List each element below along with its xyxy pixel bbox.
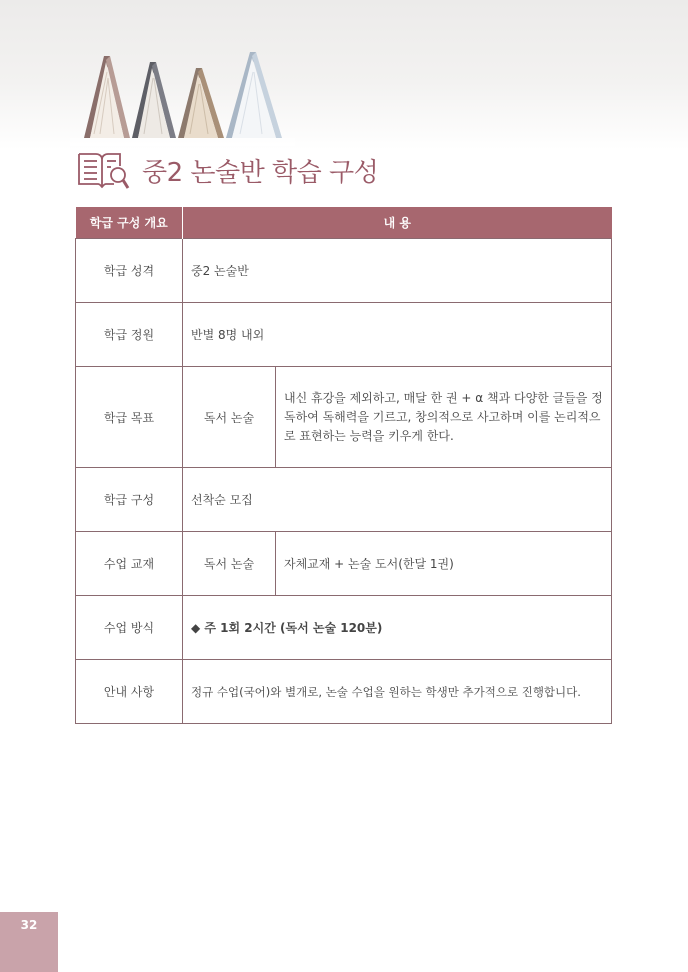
row-value: 내신 휴강을 제외하고, 매달 한 권 + α 책과 다양한 글들을 정독하여 독해력을 기르고, 창의적으로 사고하며 이를 논리적으로 표현하는 능력을 키우게 한다. [276, 367, 612, 468]
row-value: 정규 수업(국어)와 별개로, 논술 수업을 원하는 학생만 추가적으로 진행합니다. [183, 660, 612, 724]
row-label: 학급 목표 [76, 367, 183, 468]
table-row [76, 532, 612, 596]
row-label: 수업 방식 [76, 596, 183, 660]
row-label: 학급 구성 [76, 468, 183, 532]
table-row [76, 367, 612, 468]
table-row [76, 660, 612, 724]
row-sub-label: 독서 논술 [183, 532, 276, 596]
page-number: 32 [0, 912, 58, 972]
page-title-block [76, 148, 378, 192]
table-row [76, 239, 612, 303]
row-label: 안내 사항 [76, 660, 183, 724]
book-1 [84, 56, 130, 138]
table-row [76, 468, 612, 532]
books-image [70, 48, 295, 146]
book-4 [226, 52, 282, 138]
page-title: 중2 논술반 학습 구성 [142, 157, 379, 188]
table-row [76, 303, 612, 367]
row-value: 선착순 모집 [183, 468, 612, 532]
row-label: 학급 성격 [76, 239, 183, 303]
row-value: 중2 논술반 [183, 239, 612, 303]
table-row [76, 596, 612, 660]
book-2 [132, 62, 176, 138]
row-label: 수업 교재 [76, 532, 183, 596]
header-overview: 학급 구성 개요 [76, 207, 183, 239]
book-search-icon [76, 148, 130, 192]
row-sub-label: 독서 논술 [183, 367, 276, 468]
row-value: ◆ 주 1회 2시간 (독서 논술 120분) [183, 596, 612, 660]
row-value: 반별 8명 내외 [183, 303, 612, 367]
row-value: 자체교재 + 논술 도서(한달 1권) [276, 532, 612, 596]
book-3 [178, 68, 224, 138]
table-header-row [76, 207, 612, 239]
row-label: 학급 정원 [76, 303, 183, 367]
header-content: 내 용 [183, 207, 612, 239]
course-structure-table [75, 207, 612, 724]
